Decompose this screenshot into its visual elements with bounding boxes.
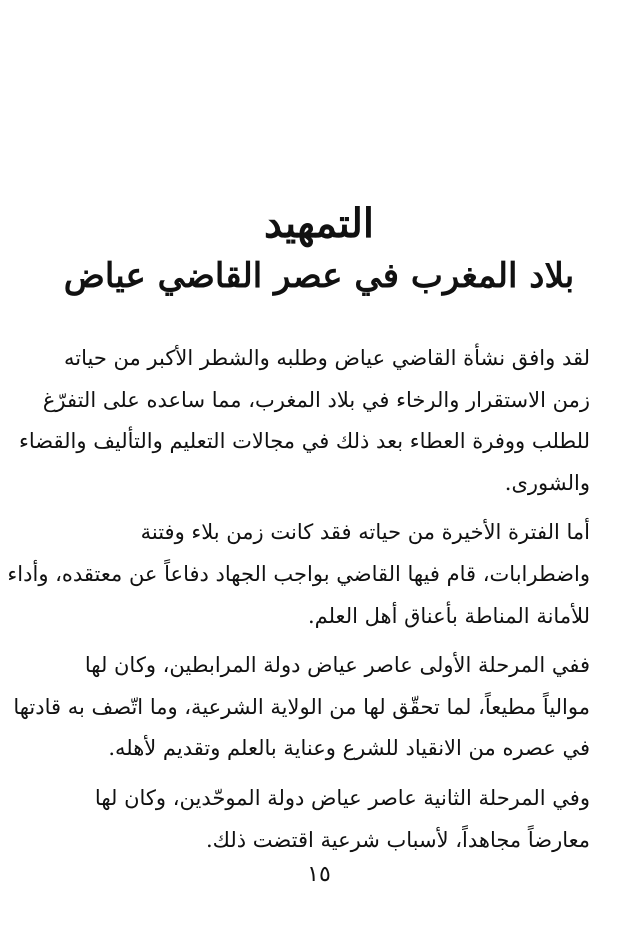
paragraph-1 [19, 338, 590, 504]
paragraph-4 [84, 778, 590, 861]
body-text [7, 338, 590, 869]
chapter-subheading: بلاد المغرب في عصر القاضي عياض [63, 256, 575, 296]
page-number: ١٥ [307, 862, 331, 887]
text-line: للأمانة المناطة بأعناق أهل العلم. [307, 603, 590, 628]
text-line: موالياً مطيعاً، لما تحقّق لها من الولاية الشرعية، وما اتّصف به قادتها [13, 694, 590, 719]
text-line: معارضاً مجاهداً، لأسباب شرعية اقتضت ذلك. [206, 827, 590, 852]
text-line: للطلب ووفرة العطاء بعد ذلك في مجالات التعليم والتأليف والقضاء [19, 429, 590, 454]
text-line: وفي المرحلة الثانية عاصر عياض دولة الموحّدين، وكان لها [94, 785, 590, 810]
chapter-heading: التمهيد [264, 200, 374, 247]
paragraph-2 [7, 512, 590, 637]
text-line: لقد وافق نشأة القاضي عياض وطلبه والشطر الأكبر من حياته [64, 346, 590, 370]
paragraph-3 [13, 645, 590, 770]
text-line: والشورى. [504, 470, 590, 495]
text-line: أما الفترة الأخيرة من حياته فقد كانت زمن بلاء وفتنة [140, 520, 590, 545]
text-line: واضطرابات، قام فيها القاضي بواجب الجهاد دفاعاً عن معتقده، وأداء [7, 561, 590, 586]
text-line: ففي المرحلة الأولى عاصر عياض دولة المرابطين، وكان لها [84, 653, 590, 678]
text-line: في عصره من الانقياد للشرع وعناية بالعلم وتقديم لأهله. [108, 736, 590, 761]
text-line: زمن الاستقرار والرخاء في بلاد المغرب، مما ساعده على التفرّغ [42, 387, 590, 412]
